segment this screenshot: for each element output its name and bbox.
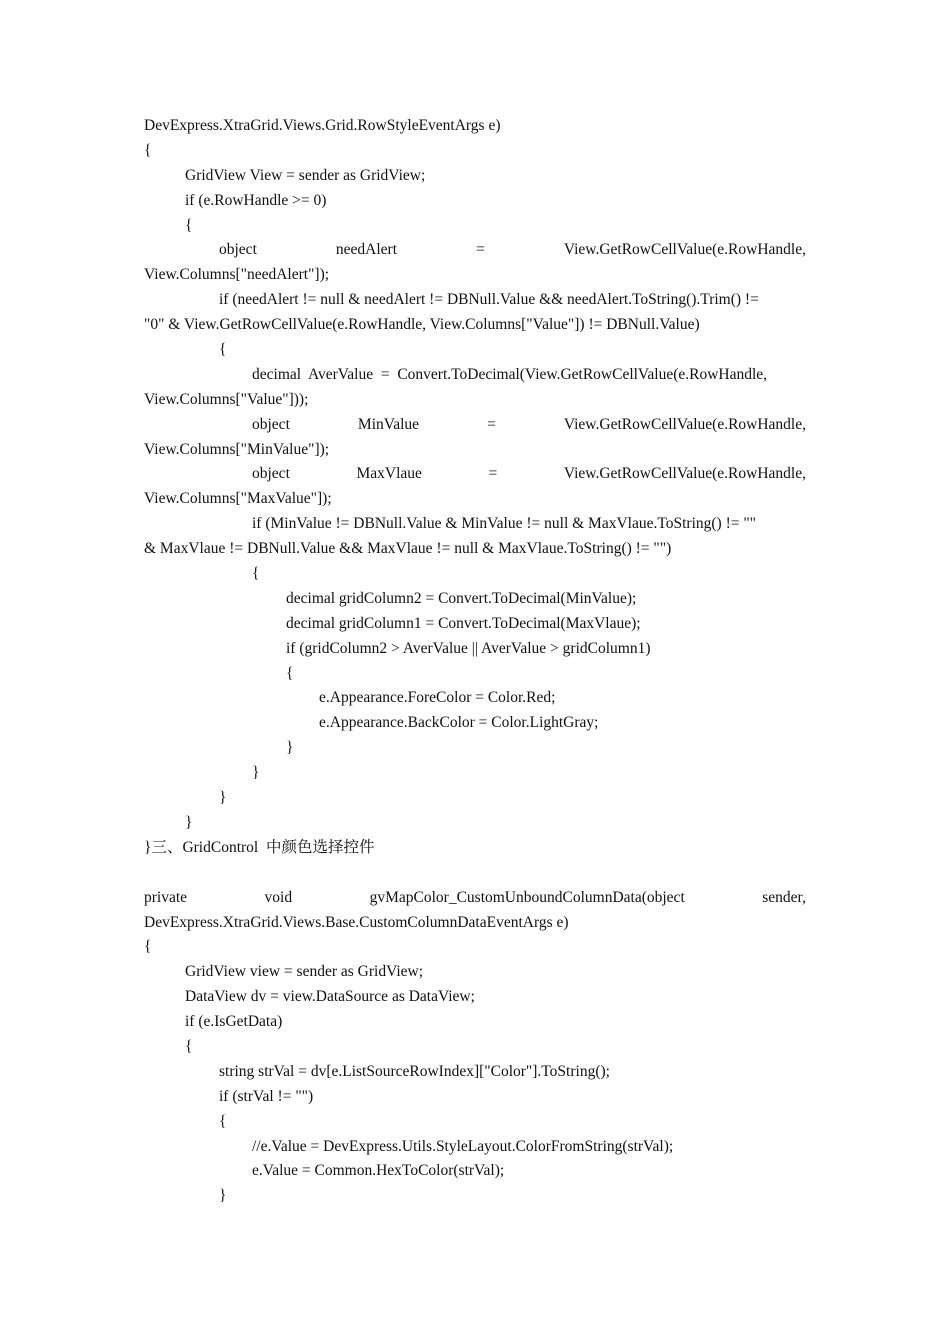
code-line: DataView dv = view.DataSource as DataView; bbox=[185, 988, 475, 1006]
code-line: View.Columns["MinValue"]); bbox=[144, 440, 330, 458]
code-line: decimal AverValue = Convert.ToDecimal(View.GetRowCellValue(e.RowHandle, bbox=[252, 365, 768, 383]
code-line: //e.Value = DevExpress.Utils.StyleLayout.ColorFromString(strVal); bbox=[252, 1137, 674, 1155]
code-line: "0" & View.GetRowCellValue(e.RowHandle, View.Columns["Value"]) != DBNull.Value) bbox=[144, 316, 700, 334]
code-word: MinValue bbox=[357, 415, 420, 433]
code-line: } bbox=[219, 789, 227, 807]
code-word: sender, bbox=[762, 888, 806, 906]
code-word: object bbox=[219, 241, 257, 259]
code-line: DevExpress.XtraGrid.Views.Grid.RowStyleEventArgs e) bbox=[144, 117, 501, 134]
code-line: string strVal = dv[e.ListSourceRowIndex]["Color"].ToString(); bbox=[219, 1062, 610, 1080]
code-line: } bbox=[185, 813, 193, 831]
code-line: { bbox=[185, 216, 193, 234]
code-line: & MaxVlaue != DBNull.Value && MaxVlaue != null & MaxVlaue.ToString() != "") bbox=[144, 540, 672, 558]
code-word: needAlert bbox=[335, 241, 398, 259]
code-line: { bbox=[219, 341, 227, 359]
code-line: e.Appearance.ForeColor = Color.Red; bbox=[319, 689, 556, 707]
code-line: GridView view = sender as GridView; bbox=[185, 963, 424, 981]
code-line: GridView View = sender as GridView; bbox=[185, 166, 426, 184]
code-word: MaxVlaue bbox=[356, 465, 422, 483]
code-word: private bbox=[144, 888, 188, 906]
code-line-justified bbox=[144, 462, 806, 487]
code-line: decimal gridColumn2 = Convert.ToDecimal(MinValue); bbox=[286, 589, 637, 607]
code-line: DevExpress.XtraGrid.Views.Base.CustomColumnDataEventArgs e) bbox=[144, 913, 569, 931]
code-line: if (e.RowHandle >= 0) bbox=[185, 191, 327, 209]
code-line: { bbox=[144, 141, 152, 159]
code-line-justified bbox=[144, 886, 806, 911]
code-line: View.Columns["needAlert"]); bbox=[144, 266, 330, 284]
code-line: if (strVal != "") bbox=[219, 1087, 314, 1105]
code-line: } bbox=[219, 1187, 227, 1205]
code-line: } bbox=[286, 739, 294, 757]
code-line: e.Appearance.BackColor = Color.LightGray; bbox=[319, 714, 599, 732]
code-line: { bbox=[144, 938, 152, 956]
code-line: View.Columns["MaxValue"]); bbox=[144, 490, 332, 508]
code-word: void bbox=[264, 888, 293, 906]
code-word: = bbox=[487, 415, 496, 433]
code-word: = bbox=[476, 241, 485, 259]
code-line-justified bbox=[144, 413, 806, 438]
code-line: { bbox=[252, 565, 260, 583]
code-word: object bbox=[252, 415, 290, 433]
code-word: = bbox=[488, 465, 498, 483]
code-line: { bbox=[219, 1112, 227, 1130]
code-line: if (gridColumn2 > AverValue || AverValue > gridColumn1) bbox=[286, 639, 651, 657]
section-heading: }三、GridControl 中颜色选择控件 bbox=[144, 838, 375, 856]
code-word: gvMapColor_CustomUnboundColumnData(object bbox=[369, 888, 685, 906]
code-word: View.GetRowCellValue(e.RowHandle, bbox=[563, 241, 806, 259]
code-line: { bbox=[185, 1037, 193, 1055]
code-line: decimal gridColumn1 = Convert.ToDecimal(MaxVlaue); bbox=[286, 614, 641, 632]
code-line: if (e.IsGetData) bbox=[185, 1013, 283, 1031]
code-line: { bbox=[286, 664, 294, 682]
code-word: View.GetRowCellValue(e.RowHandle, bbox=[563, 465, 806, 483]
code-line: View.Columns["Value"])); bbox=[144, 390, 309, 408]
code-line: } bbox=[252, 764, 260, 782]
code-line: e.Value = Common.HexToColor(strVal); bbox=[252, 1162, 505, 1180]
code-line: if (MinValue != DBNull.Value & MinValue != null & MaxVlaue.ToString() != "" bbox=[252, 515, 757, 533]
code-text-block bbox=[144, 114, 806, 1209]
code-line: if (needAlert != null & needAlert != DBNull.Value && needAlert.ToString().Trim() != bbox=[219, 291, 759, 309]
code-line-justified bbox=[144, 238, 806, 263]
code-word: View.GetRowCellValue(e.RowHandle, bbox=[563, 415, 806, 433]
code-word: object bbox=[252, 465, 290, 483]
blank-line bbox=[144, 861, 806, 886]
